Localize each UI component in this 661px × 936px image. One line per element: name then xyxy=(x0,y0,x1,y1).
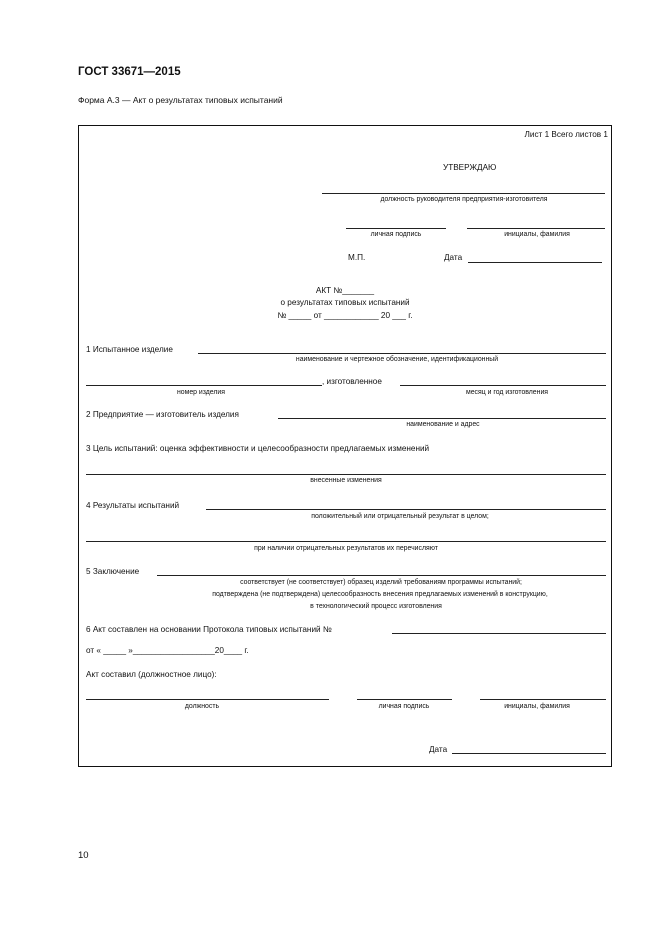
position-line[interactable] xyxy=(322,193,605,194)
date-line[interactable] xyxy=(468,262,602,263)
item5-caption-1: соответствует (не соответствует) образец изделий требованиям программы испытаний; xyxy=(240,579,522,586)
final-date-line[interactable] xyxy=(452,753,606,754)
signature-caption: личная подпись xyxy=(370,231,422,238)
item2-caption: наименование и адрес xyxy=(406,421,480,428)
item2-label: 2 Предприятие — изготовитель изделия xyxy=(86,410,239,419)
protocol-number-line[interactable] xyxy=(392,633,606,634)
compiler-initials-line[interactable] xyxy=(480,699,606,700)
item3-caption: внесенные изменения xyxy=(310,477,382,484)
item-number-caption: номер изделия xyxy=(176,389,226,396)
item1-line[interactable] xyxy=(198,353,606,354)
sheet-counter: Лист 1 Всего листов 1 xyxy=(524,130,608,139)
position-caption: должность руководителя предприятия-изготовителя xyxy=(380,196,548,203)
item1-caption: наименование и чертежное обозначение, идентификационный xyxy=(295,356,499,363)
from-date-line: от « _____ »__________________20____ г. xyxy=(86,646,249,655)
compiler-position-caption: должность xyxy=(184,703,220,710)
item5-label: 5 Заключение xyxy=(86,567,140,576)
item5-caption-3: в технологический процесс изготовления xyxy=(310,603,442,610)
page-number: 10 xyxy=(78,850,89,861)
standard-number: ГОСТ 33671—2015 xyxy=(78,66,181,78)
month-year-caption: месяц и год изготовления xyxy=(465,389,549,396)
compiler-signature-caption: личная подпись xyxy=(378,703,430,710)
item4-caption-2: при наличии отрицательных результатов их перечисляют xyxy=(254,545,438,552)
act-title: АКТ №_______ xyxy=(315,286,375,295)
item3-line[interactable] xyxy=(86,474,606,475)
compiler-position-line[interactable] xyxy=(86,699,329,700)
item4-caption-1: положительный или отрицательный результат в целом; xyxy=(311,513,489,520)
compiled-by-label: Акт составил (должностное лицо): xyxy=(86,670,217,679)
item4-line[interactable] xyxy=(206,509,606,510)
signature-line[interactable] xyxy=(346,228,446,229)
initials-caption: инициалы, фамилия xyxy=(504,231,570,238)
manufactured-label: , изготовленное xyxy=(322,377,382,386)
compiler-signature-line[interactable] xyxy=(357,699,452,700)
initials-line[interactable] xyxy=(467,228,605,229)
item3-label: 3 Цель испытаний: оценка эффективности и целесообразности предлагаемых изменений xyxy=(86,444,430,453)
act-number-date: № _____ от ____________ 20 ___ г. xyxy=(277,311,413,320)
item6-label: 6 Акт составлен на основании Протокола типовых испытаний № xyxy=(86,625,332,634)
item2-line[interactable] xyxy=(278,418,606,419)
item4-label: 4 Результаты испытаний xyxy=(86,501,180,510)
item5-caption-2: подтверждена (не подтверждена) целесообразность внесения предлагаемых изменений в конструкцию, xyxy=(212,591,548,598)
compiler-initials-caption: инициалы, фамилия xyxy=(504,703,570,710)
item-number-line[interactable] xyxy=(86,385,322,386)
item4-line-2[interactable] xyxy=(86,541,606,542)
final-date-label: Дата xyxy=(429,745,448,754)
approve-heading: УТВЕРЖДАЮ xyxy=(443,163,497,172)
item1-label: 1 Испытанное изделие xyxy=(86,345,173,354)
date-label: Дата xyxy=(444,253,463,262)
act-subtitle: о результатах типовых испытаний xyxy=(280,298,410,307)
manufacture-date-line[interactable] xyxy=(400,385,606,386)
item5-line[interactable] xyxy=(157,575,606,576)
stamp-place: М.П. xyxy=(348,253,366,262)
form-caption: Форма А.3 — Акт о результатах типовых испытаний xyxy=(78,95,283,105)
